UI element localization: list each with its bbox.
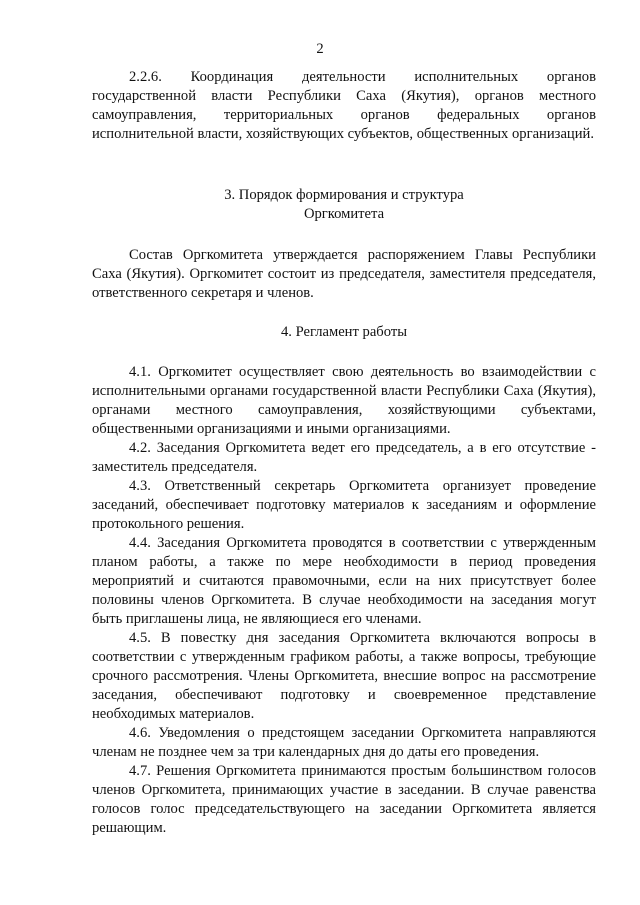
page-number: 2 xyxy=(316,41,324,57)
item-4-3: 4.3. Ответственный секретарь Оргкомитета организует проведение заседаний, обеспечивает подготовку материалов к заседаниям и оформление протокольного решения. xyxy=(92,478,596,532)
section-3-text: Состав Оргкомитета утверждается распоряжением Главы Республики Саха (Якутия). Оргкомитет состоит из председателя, заместителя председателя, ответственного секретаря и членов. xyxy=(92,247,596,301)
item-4-6: 4.6. Уведомления о предстоящем заседании Оргкомитета направляются членам не позднее чем за три календарных дня до даты его проведения. xyxy=(92,725,596,760)
item-2-2-6 xyxy=(92,68,596,144)
item-4-7: 4.7. Решения Оргкомитета принимаются простым большинством голосов членов Оргкомитета, принимающих участие в заседании. В случае равенства голосов голос председательствующего на заседании Оргкомитета является решающим. xyxy=(92,763,596,836)
item-4-1: 4.1. Оргкомитет осуществляет свою деятельность во взаимодействии с исполнительными органами государственной власти Республики Саха (Якутия), органами местного самоуправления, хозяйствующими субъектами, общественными организациями и иными организациями. xyxy=(92,364,596,437)
item-4-5: 4.5. В повестку дня заседания Оргкомитета включаются вопросы в соответствии с утвержденным графиком работы, а также вопросы, требующие срочного рассмотрения. Члены Оргкомитета, внесшие вопрос на рассмотрение заседания, обеспечивают подготовку и своевременное представление необходимых материалов. xyxy=(92,630,596,722)
item-4-2: 4.2. Заседания Оргкомитета ведет его председатель, а в его отсутствие - заместитель председателя. xyxy=(92,440,596,475)
section-4-heading xyxy=(92,323,596,342)
section-4-title: 4. Регламент работы xyxy=(280,324,408,340)
section-4-body xyxy=(92,363,596,838)
section-3-heading-line1: 3. Порядок формирования и структура xyxy=(224,187,464,203)
section-3-heading-line2: Оргкомитета xyxy=(303,206,385,222)
item-2-2-6-text: 2.2.6. Координация деятельности исполнительных органов государственной власти Республики Саха (Якутия), органов местного самоуправления, территориальных органов федеральных органов исполнительной власти, хозяйствующих субъектов, общественных организаций. xyxy=(92,69,596,142)
section-3-paragraph xyxy=(92,246,596,303)
section-3-heading xyxy=(92,186,596,224)
item-4-4: 4.4. Заседания Оргкомитета проводятся в соответствии с утвержденным планом работы, а также по мере необходимости в период проведения мероприятий и считаются правомочными, если на них присутствует более половины членов Оргкомитета. В случае необходимости на заседания могут быть приглашены лица, не являющиеся его членами. xyxy=(92,535,596,627)
